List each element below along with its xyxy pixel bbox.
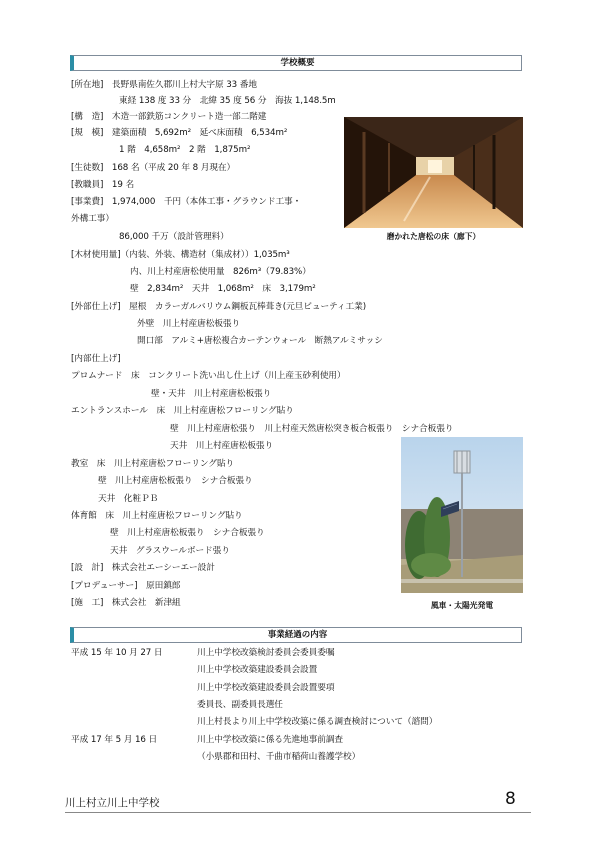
history-date: 平成 17 年 5 月 16 日	[71, 735, 158, 745]
history-text: 川上中学校改築検討委員会委員委嘱	[197, 648, 335, 658]
overview-line: 1 階 4,658m² 2 階 1,875m²	[119, 145, 251, 155]
footer-school-name: 川上村立川上中学校	[65, 797, 160, 809]
overview-line: [設 計] 株式会社エーシーエー設計	[71, 563, 215, 573]
section-header-history: 事業経過の内容	[70, 627, 522, 643]
wind-solar-photo	[401, 437, 523, 593]
overview-line: 教室 床 川上村産唐松フローリング貼り	[71, 459, 234, 469]
overview-line: 天井 川上村産唐松板張り	[170, 441, 274, 451]
overview-line: [教職員] 19 名	[71, 180, 135, 190]
overview-line: プロムナード 床 コンクリート洗い出し仕上げ（川上産玉砂利使用）	[71, 371, 346, 381]
history-text: 川上中学校改築に係る先進地事前調査	[197, 735, 343, 745]
history-text: 川上中学校改築建設委員会設置	[197, 665, 318, 675]
footer-divider	[65, 812, 531, 813]
wind-solar-photo-caption: 風車・太陽光発電	[430, 601, 494, 610]
overview-line: 壁・天井 川上村産唐松板張り	[151, 389, 272, 399]
overview-line: 外構工事）	[71, 214, 114, 224]
overview-line: 内、川上村産唐松使用量 826m³（79.83%）	[130, 267, 311, 277]
overview-line: 外壁 川上村産唐松板張り	[137, 319, 241, 329]
overview-line: [生徒数] 168 名（平成 20 年 8 月現在）	[71, 163, 236, 173]
corridor-photo	[344, 117, 523, 228]
history-text: 川上中学校改築建設委員会設置要項	[197, 683, 335, 693]
overview-line: 壁 川上村産唐松板張り シナ合板張り	[98, 476, 253, 486]
history-text: 川上村長より川上中学校改築に係る調査検討について（諮問）	[197, 717, 438, 727]
overview-line: [構 造] 木造一部鉄筋コンクリート造一部二階建	[71, 112, 267, 122]
overview-line: 天井 化粧ＰＢ	[98, 494, 159, 504]
overview-line: 壁 川上村産唐松板張り シナ合板張り	[110, 528, 265, 538]
overview-line: [外部仕上げ] 屋根 カラーガルバリウム鋼板瓦棒葺き(元旦ビューティ工業)	[71, 302, 366, 312]
overview-line: [施 工] 株式会社 新津組	[71, 598, 181, 608]
corridor-photo-caption: 磨かれた唐松の床（廊下）	[386, 232, 481, 241]
section-header-overview: 学校概要	[70, 55, 522, 71]
overview-line: 壁 2,834m² 天井 1,068m² 床 3,179m²	[130, 284, 316, 294]
overview-line: 86,000 千万（設計管理料）	[119, 232, 229, 242]
history-date: 平成 15 年 10 月 27 日	[71, 648, 163, 658]
overview-line: 東経 138 度 33 分 北緯 35 度 56 分 海抜 1,148.5m	[119, 96, 336, 106]
page-number: 8	[505, 789, 516, 809]
overview-line: [木材使用量]（内装、外装、構造材（集成材））1,035m³	[71, 250, 290, 260]
overview-line: [プロデューサー] 原田鎮郎	[71, 581, 181, 591]
overview-line: [内部仕上げ]	[71, 354, 121, 364]
overview-line: エントランスホール 床 川上村産唐松フローリング貼り	[71, 406, 294, 416]
overview-line: [所在地] 長野県南佐久郡川上村大字原 33 番地	[71, 80, 257, 90]
overview-line: [規 模] 建築面積 5,692m² 延べ床面積 6,534m²	[71, 128, 288, 138]
overview-line: [事業費] 1,974,000 千円（本体工事・グラウンド工事・	[71, 197, 302, 207]
history-text: （小県郡和田村、千曲市稲荷山養護学校）	[197, 752, 361, 762]
overview-line: 体育館 床 川上村産唐松フローリング貼り	[71, 511, 243, 521]
overview-line: 壁 川上村産唐松張り 川上村産天然唐松突き板合板張り シナ合板張り	[170, 424, 454, 434]
overview-line: 開口部 アルミ+唐松複合カーテンウォール 断熱アルミサッシ	[137, 336, 383, 346]
overview-line: 天井 グラスウールボード張り	[110, 546, 230, 556]
history-text: 委員長、副委員長選任	[197, 700, 283, 710]
